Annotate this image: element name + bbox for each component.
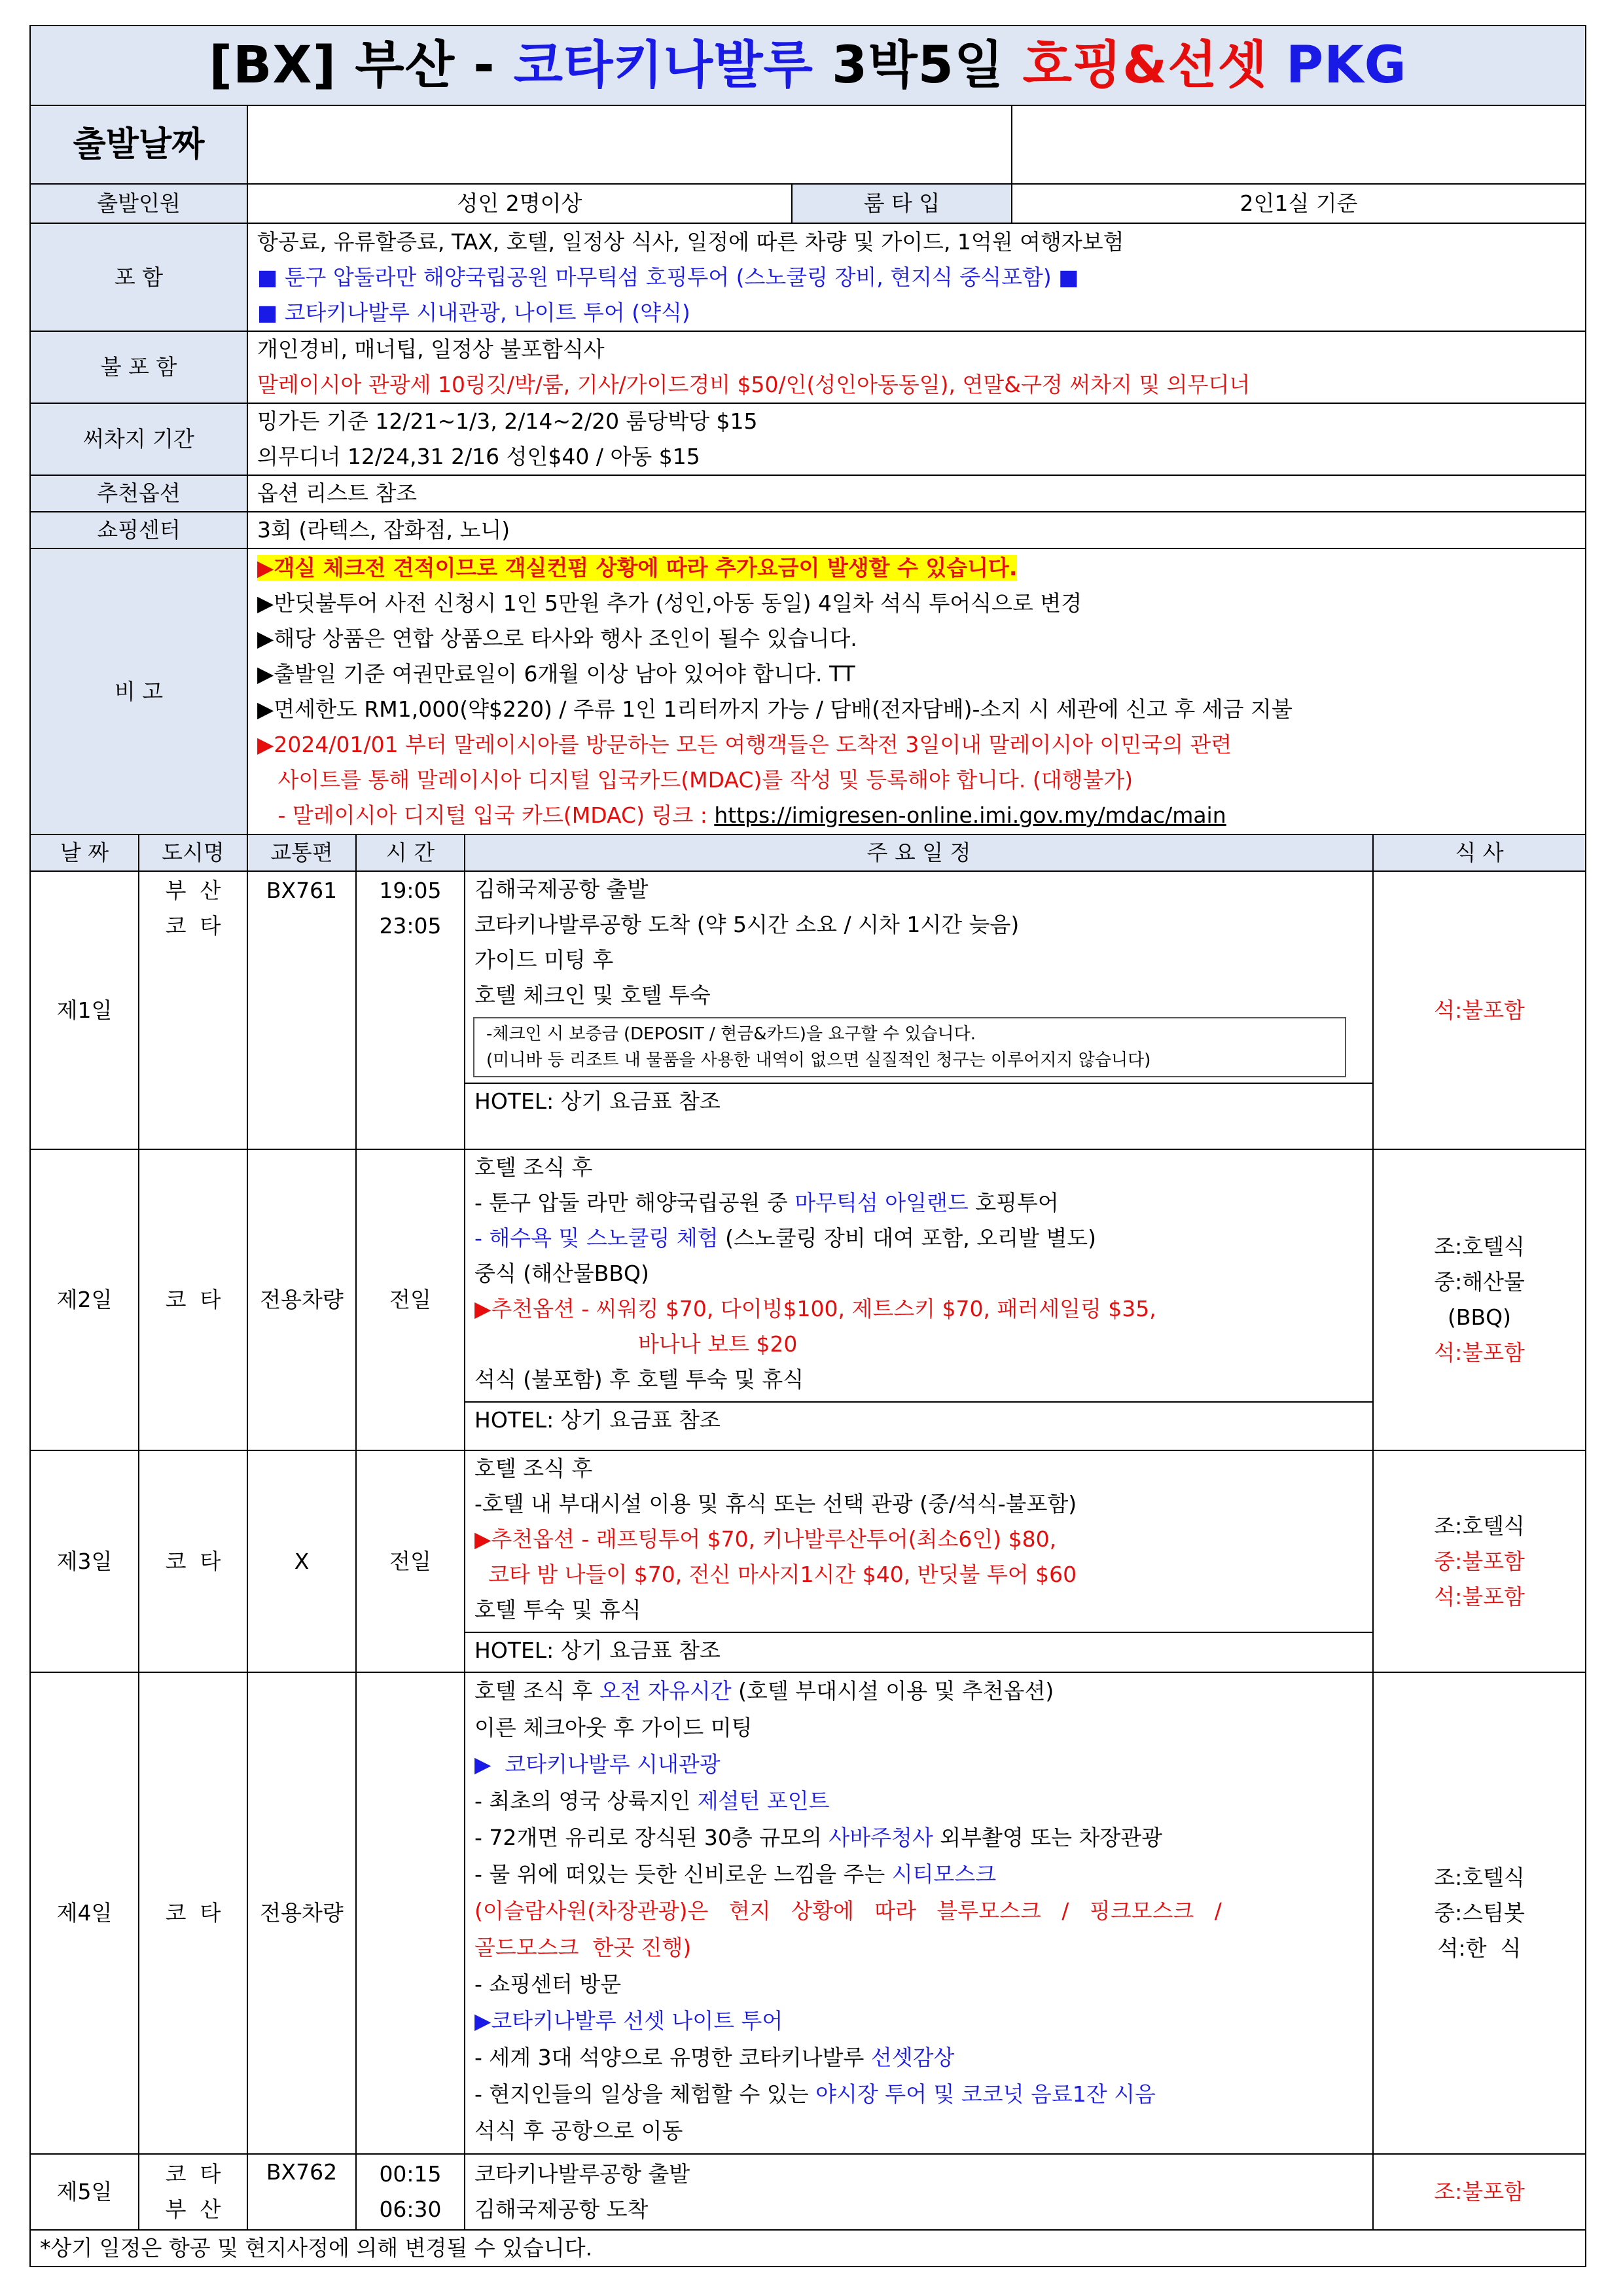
day-label: 제5일 [30,2154,139,2230]
include-line-city-tour: ■ 코타키나발루 시내관광, 나이트 투어 (약식) [257,299,690,325]
day-plan [465,1672,1373,2154]
sunset-tour-heading: ▶코타키나발루 선셋 나이트 투어 [474,2008,783,2034]
schedule-row-day2 [30,1149,1586,1450]
plan-line: - 쇼핑센터 방문 [474,1971,622,1997]
itinerary-sheet [29,25,1585,2267]
recommended-option-value: 옵션 리스트 참조 [247,475,1586,512]
plan-line: 김해국제공항 도착 [474,2197,649,2222]
remark-mdac-line: 사이트를 통해 말레이시아 디지털 입국카드(MDAC)를 작성 및 등록해야 합니다. (대행불가) [257,766,1133,793]
recommended-option-line: ▶추천옵션 - 씨워킹 $70, 다이빙$100, 제트스키 $70, 패러세일링 $35, [474,1296,1156,1321]
remark-checkin-warning: ▶객실 체크전 견적이므로 객실컨펌 상황에 따라 추가요금이 발생할 수 있습니다. [257,554,1018,581]
departure-date-label: 출발날짜 [30,105,247,184]
departure-date-value-1[interactable] [247,105,1012,184]
plan-highlight: 사바주청사 [829,1825,933,1850]
remark-line: ▶반딧불투어 사전 신청시 1인 5만원 추가 (성인,아동 동일) 4일차 석식 투어식으로 변경 [257,590,1082,616]
plan-text: - 현지인들의 일상을 체험할 수 있는 [474,2081,816,2107]
meal-info [1373,1672,1586,2154]
transport: X [247,1450,356,1672]
schedule-row-day4 [30,1672,1586,2154]
plan-text: 호핑투어 [968,1190,1059,1215]
plan-line: 석식 (불포함) 후 호텔 투숙 및 휴식 [474,1367,804,1392]
day-label: 제1일 [30,871,139,1149]
day-plan [465,2154,1373,2230]
plan-text: - 72개면 유리로 장식된 30층 규모의 [474,1825,829,1850]
meal-line: 석:불포함 [1434,1340,1525,1365]
plan-highlight: 야시장 투어 및 코코넛 음료1잔 시음 [815,2081,1156,2107]
plan-line: 호텔 조식 후 [474,1456,593,1481]
exclude-line-fees: 말레이시아 관광세 10링깃/박/룸, 기사/가이드경비 $50/인(성인아동동일), 연말&구정 써차지 및 의무디너 [257,372,1251,397]
exclude-label: 불 포 함 [30,331,247,403]
meal-line: 중:해산물 [1434,1269,1525,1295]
time: 전일 [356,1149,465,1450]
surcharge-line: 밍가든 기준 12/21~1/3, 2/14~2/20 룸당박당 $15 [257,408,758,434]
schedule-row-day3 [30,1450,1586,1672]
title-destination: 코타키나발루 [513,36,813,95]
day-cities [139,871,247,1149]
meal-line: (BBQ) [1448,1304,1512,1330]
title-prefix: [BX] 부산 - [209,36,514,95]
city-name: 부 산 [165,2197,221,2222]
col-header-plan: 주 요 일 정 [465,834,1373,871]
schedule-row-day1 [30,871,1586,1149]
col-header-transport: 교통편 [247,834,356,871]
plan-highlight: 제설턴 포인트 [697,1788,830,1814]
meal-line: 조:호텔식 [1434,1234,1525,1259]
hotel-info: HOTEL: 상기 요금표 참조 [465,1401,1372,1438]
meal-info [1373,1149,1586,1450]
mosque-note: (이슬람사원(차장관광)은 현지 상황에 따라 블루모스크 / 핑크모스크 / [474,1898,1222,1924]
notice-line: (미니바 등 리조트 내 물품을 사용한 내역이 없으면 실질적인 청구는 이루어지지 않습니다) [486,1050,1151,1070]
recommended-option-label: 추천옵션 [30,475,247,512]
deposit-notice-box [473,1017,1346,1077]
plan-highlight: 선셋감상 [870,2045,955,2070]
hotel-info: HOTEL: 상기 요금표 참조 [465,1632,1372,1668]
col-header-meal: 식 사 [1373,834,1586,871]
city-name: 코 타 [165,2161,221,2187]
day-plan [465,871,1373,1149]
plan-text: - 세계 3대 석양으로 유명한 코타키나발루 [474,2045,871,2070]
remark-line: ▶출발일 기준 여권만료일이 6개월 이상 남아 있어야 합니다. TT [257,660,855,687]
notice-line: -체크인 시 보증금 (DEPOSIT / 현금&카드)을 요구할 수 있습니다. [486,1024,976,1044]
mosque-note: 골드모스크 한곳 진행) [474,1935,692,1960]
departure-date-value-2[interactable] [1012,105,1586,184]
surcharge-content [247,403,1586,475]
remark-mdac-line: ▶2024/01/01 부터 말레이시아를 방문하는 모든 여행객들은 도착전 3일이내 말레이시아 이민국의 관련 [257,731,1232,757]
remarks-label: 비 고 [30,548,247,834]
col-header-city: 도시명 [139,834,247,871]
arrival-time: 23:05 [379,913,442,939]
transport: 전용차량 [247,1149,356,1450]
flight-number: BX762 [247,2154,356,2230]
day-label: 제3일 [30,1450,139,1672]
plan-line: 김해국제공항 출발 [474,876,649,902]
remark-mdac-link-label: - 말레이시아 디지털 입국 카드(MDAC) 링크 : [257,802,715,828]
flight-times [356,2154,465,2230]
plan-text: - 최초의 영국 상륙지인 [474,1788,698,1814]
room-type-label: 룸 타 입 [792,184,1012,223]
plan-highlight: 마무틱섬 아일랜드 [794,1190,969,1215]
title-highlight: 호핑&선셋 [1022,36,1268,95]
plan-text: 호텔 조식 후 [474,1678,599,1704]
flight-number: BX761 [247,871,356,1149]
plan-text: 외부촬영 또는 차장관광 [933,1825,1163,1850]
mdac-link[interactable]: https://imigresen-online.imi.gov.my/mdac/main [714,802,1226,828]
plan-line: 호텔 조식 후 [474,1155,593,1180]
plan-highlight: - 해수욕 및 스노쿨링 체험 [474,1225,719,1251]
plan-line: 코타키나발루공항 출발 [474,2161,690,2187]
transport: 전용차량 [247,1672,356,2154]
plan-text: - 물 위에 떠있는 듯한 신비로운 느낌을 주는 [474,1861,892,1887]
city-name: 코 타 [139,1149,247,1450]
flight-times [356,871,465,1149]
plan-line: 가이드 미팅 후 [474,947,614,973]
plan-line: 석식 후 공항으로 이동 [474,2118,683,2144]
col-header-time: 시 간 [356,834,465,871]
meal-info: 조:불포함 [1373,2154,1586,2230]
plan-line: 호텔 체크인 및 호텔 투숙 [474,982,711,1008]
plan-text: (호텔 부대시설 이용 및 추천옵션) [731,1678,1054,1704]
surcharge-line: 의무디너 12/24,31 2/16 성인$40 / 아동 $15 [257,444,700,469]
plan-text: - 툰구 압둘 라만 해양국립공원 중 [474,1190,795,1215]
arrival-time: 06:30 [379,2197,442,2222]
day-plan [465,1149,1373,1450]
include-line-hopping: ■ 툰구 압둘라만 해양국립공원 마무틱섬 호핑투어 (스노쿨링 장비, 현지식 중식포함) ■ [257,264,1079,290]
include-label: 포 함 [30,223,247,331]
exclude-content [247,331,1586,403]
hotel-info: HOTEL: 상기 요금표 참조 [465,1083,1372,1119]
plan-line: 코타키나발루공항 도착 (약 5시간 소요 / 시차 1시간 늦음) [474,912,1020,937]
surcharge-label: 써차지 기간 [30,403,247,475]
title-suffix: PKG [1267,36,1407,95]
room-type-value: 2인1실 기준 [1012,184,1586,223]
time [356,1672,465,2154]
include-content [247,223,1586,331]
plan-line: 호텔 투숙 및 휴식 [474,1597,641,1623]
day-label: 제4일 [30,1672,139,2154]
people-value: 성인 2명이상 [247,184,792,223]
include-line: 항공료, 유류할증료, TAX, 호텔, 일정상 식사, 일정에 따른 차량 및 가이드, 1억원 여행자보험 [257,228,1124,255]
remark-line: ▶해당 상품은 연합 상품으로 타사와 행사 조인이 될수 있습니다. [257,625,857,651]
plan-highlight: 시티모스크 [891,1861,997,1887]
recommended-option-line: 바나나 보트 $20 [638,1331,798,1357]
city-name: 코 타 [139,1450,247,1672]
itinerary-table [29,25,1586,2267]
remarks-content [247,548,1586,834]
plan-text: (스노쿨링 장비 대여 포함, 오리발 별도) [718,1225,1097,1251]
departure-time: 00:15 [379,2161,442,2187]
recommended-option-line: 코타 밤 나들이 $70, 전신 마사지1시간 $40, 반딧불 투어 $60 [474,1562,1077,1587]
meal-line: 중:불포함 [1434,1548,1525,1574]
city-name: 부 산 [165,878,221,903]
city-name: 코 타 [139,1672,247,2154]
plan-line: 이른 체크아웃 후 가이드 미팅 [474,1715,753,1740]
time: 전일 [356,1450,465,1672]
title-duration: 3박5일 [813,36,1023,95]
day-label: 제2일 [30,1149,139,1450]
plan-line: -호텔 내 부대시설 이용 및 휴식 또는 선택 관광 (중/석식-불포함) [474,1491,1077,1516]
city-tour-heading: ▶ 코타키나발루 시내관광 [474,1751,721,1777]
plan-highlight: 오전 자유시간 [599,1678,732,1704]
meal-info: 석:불포함 [1373,871,1586,1149]
shopping-center-value: 3회 (라텍스, 잡화점, 노니) [247,512,1586,548]
page-title [30,26,1586,105]
footer-note: *상기 일정은 항공 및 현지사정에 의해 변경될 수 있습니다. [30,2230,1586,2267]
plan-line: 중식 (해산물BBQ) [474,1261,649,1286]
departure-time: 19:05 [379,878,442,903]
meal-line: 석:한 식 [1437,1935,1522,1961]
meal-line: 조:호텔식 [1434,1513,1525,1539]
meal-line: 석:불포함 [1434,1583,1525,1609]
remark-line: ▶면세한도 RM1,000(약$220) / 주류 1인 1리터까지 가능 / 담배(전자담배)-소지 시 세관에 신고 후 세금 지불 [257,696,1293,722]
recommended-option-line: ▶추천옵션 - 래프팅투어 $70, 키나발루산투어(최소6인) $80, [474,1526,1057,1552]
meal-info [1373,1450,1586,1672]
city-name: 코 타 [165,913,221,939]
shopping-center-label: 쇼핑센터 [30,512,247,548]
people-label: 출발인원 [30,184,247,223]
exclude-line: 개인경비, 매너팁, 일정상 불포함식사 [257,336,605,362]
day-plan [465,1450,1373,1672]
meal-line: 조:호텔식 [1434,1865,1525,1890]
day-cities [139,2154,247,2230]
meal-line: 중:스팀봇 [1434,1900,1525,1926]
col-header-day: 날 짜 [30,834,139,871]
schedule-row-day5 [30,2154,1586,2230]
